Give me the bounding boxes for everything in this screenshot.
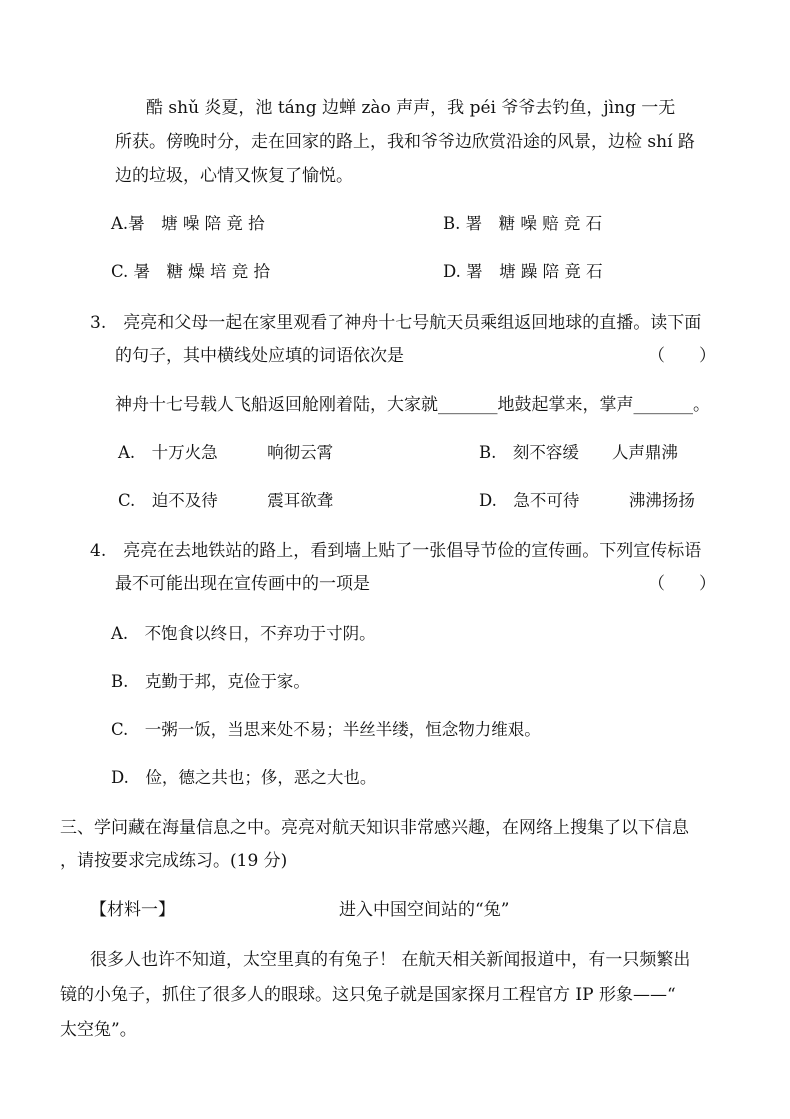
q4-stem-line-1: 4. 亮亮在去地铁站的路上，看到墙上贴了一张倡导节俭的宣传画。下列宣传标语 [90,541,702,561]
material-paragraph-line-2: 镜的小兔子，抓住了很多人的眼球。这只兔子就是国家探月工程官方 IP 形象——“ [60,985,676,1005]
section3-heading-line-2: ，请按要求完成练习。(19 分) [60,851,288,871]
q2-option-d: D. 署 塘 躁 陪 竟 石 [443,262,603,281]
q2-passage-line-3: 边的垃圾，心情又恢复了愉悦。 [115,166,353,186]
material-label: 【材料一】 [90,900,175,920]
q3-sentence: 神舟十七号载人飞船返回舱刚着陆，大家就_______地鼓起掌来，掌声_______。 [115,395,710,415]
section3-heading-line-1: 三、学问藏在海量信息之中。亮亮对航天知识非常感兴趣，在网络上搜集了以下信息 [60,818,689,838]
q4-option-c: C. 一粥一饭，当思来处不易；半丝半缕，恒念物力维艰。 [111,720,541,739]
q2-option-b: B. 署 糖 噪 赔 竞 石 [443,214,603,233]
q2-passage-line-1: 酷 shǔ 炎夏，池 táng 边蝉 zào 声声，我 péi 爷爷去钓鱼，jìng 一无 [146,98,676,118]
q2-passage-line-2: 所获。傍晚时分，走在回家的路上，我和爷爷边欣赏沿途的风景，边检 shí 路 [115,132,695,152]
q3-option-d: D. 急不可待 沸沸扬扬 [479,491,695,510]
q4-option-b: B. 克勤于邦，克俭于家。 [111,672,310,691]
q2-option-a: A.暑 塘 噪 陪 竟 拾 [111,214,265,233]
material-paragraph-line-1: 很多人也许不知道，太空里真的有兔子！ 在航天相关新闻报道中，有一只频繁出 [90,950,691,970]
material-paragraph-line-3: 太空兔”。 [60,1020,137,1040]
q4-option-d: D. 俭，德之共也；侈，恶之大也。 [111,768,377,787]
q3-answer-parentheses: （ ） [648,346,716,366]
q3-stem-line-1: 3. 亮亮和父母一起在家里观看了神舟十七号航天员乘组返回地球的直播。读下面 [90,313,702,333]
q2-option-c: C. 暑 糖 燥 培 竞 拾 [111,262,271,281]
q3-option-c: C. 迫不及待 震耳欲聋 [118,491,334,510]
q3-option-a: A. 十万火急 响彻云霄 [118,443,334,462]
q3-option-b: B. 刻不容缓 人声鼎沸 [479,443,678,462]
q3-stem-line-2: 的句子，其中横线处应填的词语依次是 [115,346,404,366]
q4-option-a: A. 不饱食以终日，不弃功于寸阴。 [111,624,376,643]
q4-stem-line-2: 最不可能出现在宣传画中的一项是 [115,574,370,594]
material-title: 进入中国空间站的“兔” [339,900,510,920]
q4-answer-parentheses: （ ） [648,574,716,594]
